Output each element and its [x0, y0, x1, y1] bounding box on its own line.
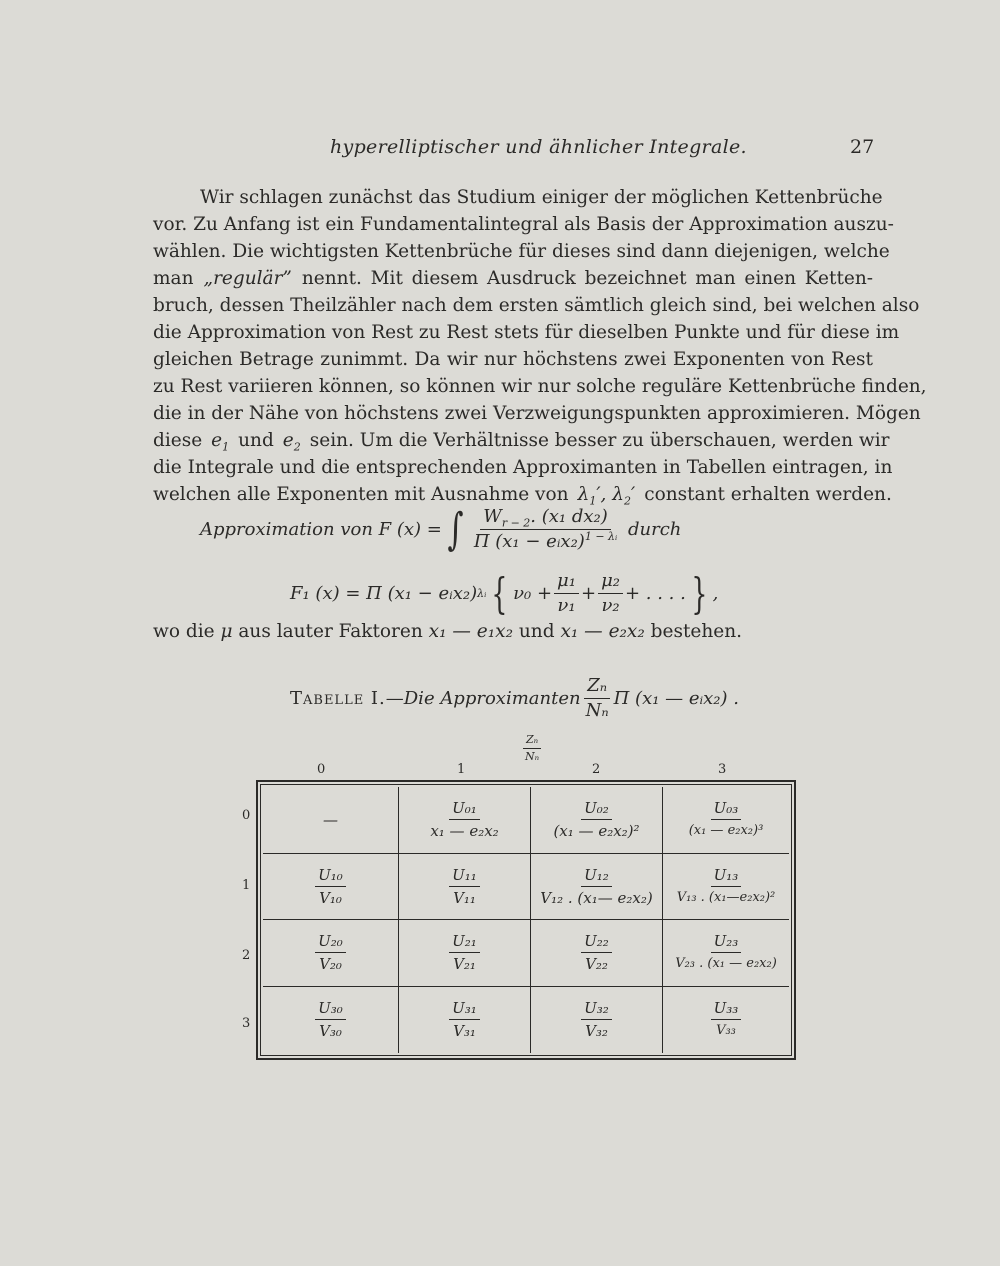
condition-line [153, 621, 742, 642]
mu-symbol: μ [220, 621, 233, 642]
fraction-mu2 [598, 570, 623, 617]
cell-fraction [672, 931, 780, 974]
fraction-denominator: ν₁ [557, 595, 576, 616]
cell-fraction [674, 865, 779, 908]
cell-fraction [315, 931, 346, 974]
caption-text: —Die Approximanten [385, 688, 581, 709]
table-cell [263, 920, 399, 987]
formula-fraction [471, 506, 620, 553]
cell-fraction [315, 998, 346, 1041]
table-cell [263, 987, 399, 1054]
table-cell [399, 787, 531, 854]
table-caption [290, 675, 739, 722]
fraction-denominator: V₁₀ [319, 888, 342, 907]
cell-fraction [315, 865, 346, 908]
line-text: aus lauter Faktoren [238, 621, 423, 642]
fraction-numerator: $W_{r - 2}$. (x₁ dx₂) [480, 506, 610, 530]
table-cell [263, 854, 399, 921]
fraction-denominator: ν₂ [601, 595, 620, 616]
paragraph-line: die Integrale und die entsprechenden Approximanten in Tabellen eintragen, in [153, 457, 893, 478]
column-head: 1 [457, 762, 466, 777]
fraction-numerator: U₃₂ [581, 998, 612, 1020]
paragraph-line: vor. Zu Anfang ist ein Fundamentalintegral als Basis der Approximation auszu- [153, 214, 894, 235]
line-text: nennt. Mit diesem Ausdruck bezeichnet man einen Ketten- [301, 268, 873, 289]
fraction-denominator: V₁₂ . (x₁— e₂x₂) [540, 888, 653, 907]
integral-sign: ∫ [447, 503, 464, 555]
left-brace: { [491, 568, 508, 618]
table-cell [531, 987, 663, 1054]
fraction-numerator: U₂₀ [315, 931, 346, 953]
formula-tail: + . . . . [624, 583, 686, 604]
fraction-numerator: U₀₃ [711, 798, 742, 820]
fraction-denominator: Nₙ [525, 750, 540, 763]
approximation-formula [200, 503, 682, 555]
caption-tail: Π (x₁ — eᵢx₂) . [613, 688, 739, 709]
formula-label: Approximation von [200, 519, 373, 540]
lambda-symbols: $\lambda_1'$, $\lambda_2'$ [577, 484, 636, 508]
table-cell [663, 787, 789, 854]
table-cell [399, 920, 531, 987]
fraction-numerator: U₀₂ [581, 798, 612, 820]
fraction-numerator: μ₂ [598, 570, 623, 594]
column-head: 0 [317, 762, 326, 777]
cell-fraction [550, 798, 642, 841]
cell-fraction [449, 865, 480, 908]
cell-fraction [449, 931, 480, 974]
fraction-denominator: Nₙ [585, 700, 609, 721]
fraction-denominator: V₂₃ . (x₁ — e₂x₂) [675, 956, 777, 972]
caption-fraction [583, 675, 612, 722]
table-cell [663, 920, 789, 987]
formula-lhs: F₁ (x) = Π (x₁ − eᵢx₂) [290, 583, 478, 604]
cell-fraction [449, 998, 480, 1041]
fraction-numerator: U₁₁ [449, 865, 480, 887]
column-head: 3 [718, 762, 727, 777]
fraction-numerator: U₂₁ [449, 931, 480, 953]
fraction-numerator: Zₙ [523, 733, 541, 749]
fraction-denominator: V₁₁ [453, 888, 476, 907]
fraction-numerator: U₁₂ [581, 865, 612, 887]
fraction-denominator: V₃₀ [319, 1022, 342, 1041]
fraction-numerator: U₁₀ [315, 865, 346, 887]
row-head: 1 [242, 878, 251, 893]
line-text: sein. Um die Verhältnisse besser zu überschauen, werden wir [309, 430, 890, 451]
fraction-mu1 [554, 570, 579, 617]
fraction-denominator: V₂₂ [585, 955, 608, 974]
formula-durch: durch [627, 519, 682, 540]
caption-label: Tabelle I. [290, 688, 386, 709]
line-text: man [153, 268, 194, 289]
line-text: und [518, 621, 555, 642]
table-cell [531, 787, 663, 854]
paragraph-line: die Approximation von Rest zu Rest stets für dieselben Punkte und für diese im [153, 322, 900, 343]
page-number: 27 [850, 136, 875, 158]
cell-fraction [711, 998, 742, 1041]
cell-fraction [581, 931, 612, 974]
paragraph-line: gleichen Betrage zunimmt. Da wir nur höchstens zwei Exponenten von Rest [153, 349, 873, 370]
formula-term: ν₀ + [513, 583, 553, 604]
table-cell [663, 854, 789, 921]
cell-fraction [537, 865, 655, 908]
formula-lhs: F (x) = [378, 519, 442, 540]
paragraph-line: zu Rest variieren können, so können wir nur solche reguläre Kettenbrüche finden, [153, 376, 927, 397]
fraction-numerator: U₃₀ [315, 998, 346, 1020]
cell-fraction [686, 798, 767, 841]
fraction-numerator: U₂₃ [711, 931, 742, 953]
regular-term: „regulär” [203, 268, 292, 289]
fraction-numerator: U₀₁ [449, 798, 480, 820]
paragraph-line: Wir schlagen zunächst das Studium einiger der möglichen Kettenbrüche [200, 187, 883, 208]
formula-comma: , [712, 583, 719, 604]
e2-symbol: $e_2$ [282, 430, 301, 454]
fraction-denominator: V₃₃ [716, 1023, 736, 1039]
fraction-denominator: V₃₁ [453, 1022, 476, 1041]
e1-symbol: $e_1$ [211, 430, 230, 454]
line-text: und [238, 430, 274, 451]
line-text: diese [153, 430, 203, 451]
f1-formula: F₁ (x) = Π (x₁ − eᵢx₂) λᵢ { ν₀ + $\frac{\text{μ₁}}{\text{ν₁}}$ + $\frac{\text{μ₂}}{\text{ν₂}}$ + . . . . } , [290, 568, 719, 618]
line-text: constant erhalten werden. [644, 484, 892, 505]
table-cell [663, 987, 789, 1054]
cell-fraction [581, 998, 612, 1041]
fraction-denominator: V₂₁ [453, 955, 476, 974]
fraction-denominator: Π (x₁ − eᵢx₂)$^{1 - \lambda ᵢ}$ [473, 530, 618, 552]
table-cell [263, 787, 399, 854]
cell-dash: — [323, 810, 338, 829]
fraction-denominator: V₃₂ [585, 1022, 608, 1041]
fraction-numerator: Zₙ [584, 675, 610, 699]
row-head: 3 [242, 1016, 251, 1031]
table-cell [531, 920, 663, 987]
fraction-numerator: U₃₃ [711, 998, 742, 1020]
fraction-denominator: V₁₃ . (x₁—e₂x₂)² [676, 889, 776, 905]
paragraph-line [153, 265, 873, 292]
factor-2: x₁ — e₂x₂ [560, 621, 645, 642]
paragraph-line [153, 481, 892, 508]
table-cell [399, 987, 531, 1054]
fraction-numerator: μ₁ [554, 570, 579, 594]
paragraph-line: bruch, dessen Theilzähler nach dem ersten sämtlich gleich sind, bei welchen also [153, 295, 920, 316]
cell-fraction [427, 798, 501, 841]
table-grid [263, 787, 789, 1053]
paragraph-line [153, 427, 890, 454]
paragraph-line: die in der Nähe von höchstens zwei Verzweigungspunkten approximieren. Mögen [153, 403, 921, 424]
fraction-denominator: V₂₀ [319, 955, 342, 974]
fraction-numerator: U₃₁ [449, 998, 480, 1020]
line-text: welchen alle Exponenten mit Ausnahme von [153, 484, 569, 505]
line-text: bestehen. [650, 621, 742, 642]
line-text: wo die [153, 621, 215, 642]
table-cell [399, 854, 531, 921]
row-head: 2 [242, 948, 251, 963]
plus-sign: + [580, 583, 597, 604]
fraction-numerator: U₁₃ [711, 865, 742, 887]
running-head: hyperelliptischer und ähnlicher Integrale. [330, 136, 747, 158]
row-head: 0 [242, 808, 251, 823]
fraction-denominator: (x₁ — e₂x₂)³ [688, 823, 764, 839]
fraction-numerator: U₂₂ [581, 931, 612, 953]
approximant-table [256, 780, 796, 1060]
fraction-denominator: x₁ — e₂x₂ [430, 822, 499, 841]
paragraph-line: wählen. Die wichtigsten Kettenbrüche für dieses sind dann diejenigen, welche [153, 241, 890, 262]
table-header-fraction [520, 733, 544, 764]
factor-1: x₁ — e₁x₂ [428, 621, 513, 642]
right-brace: } [691, 568, 708, 618]
column-head: 2 [592, 762, 601, 777]
fraction-denominator: (x₁ — e₂x₂)² [553, 822, 640, 841]
table-cell [531, 854, 663, 921]
